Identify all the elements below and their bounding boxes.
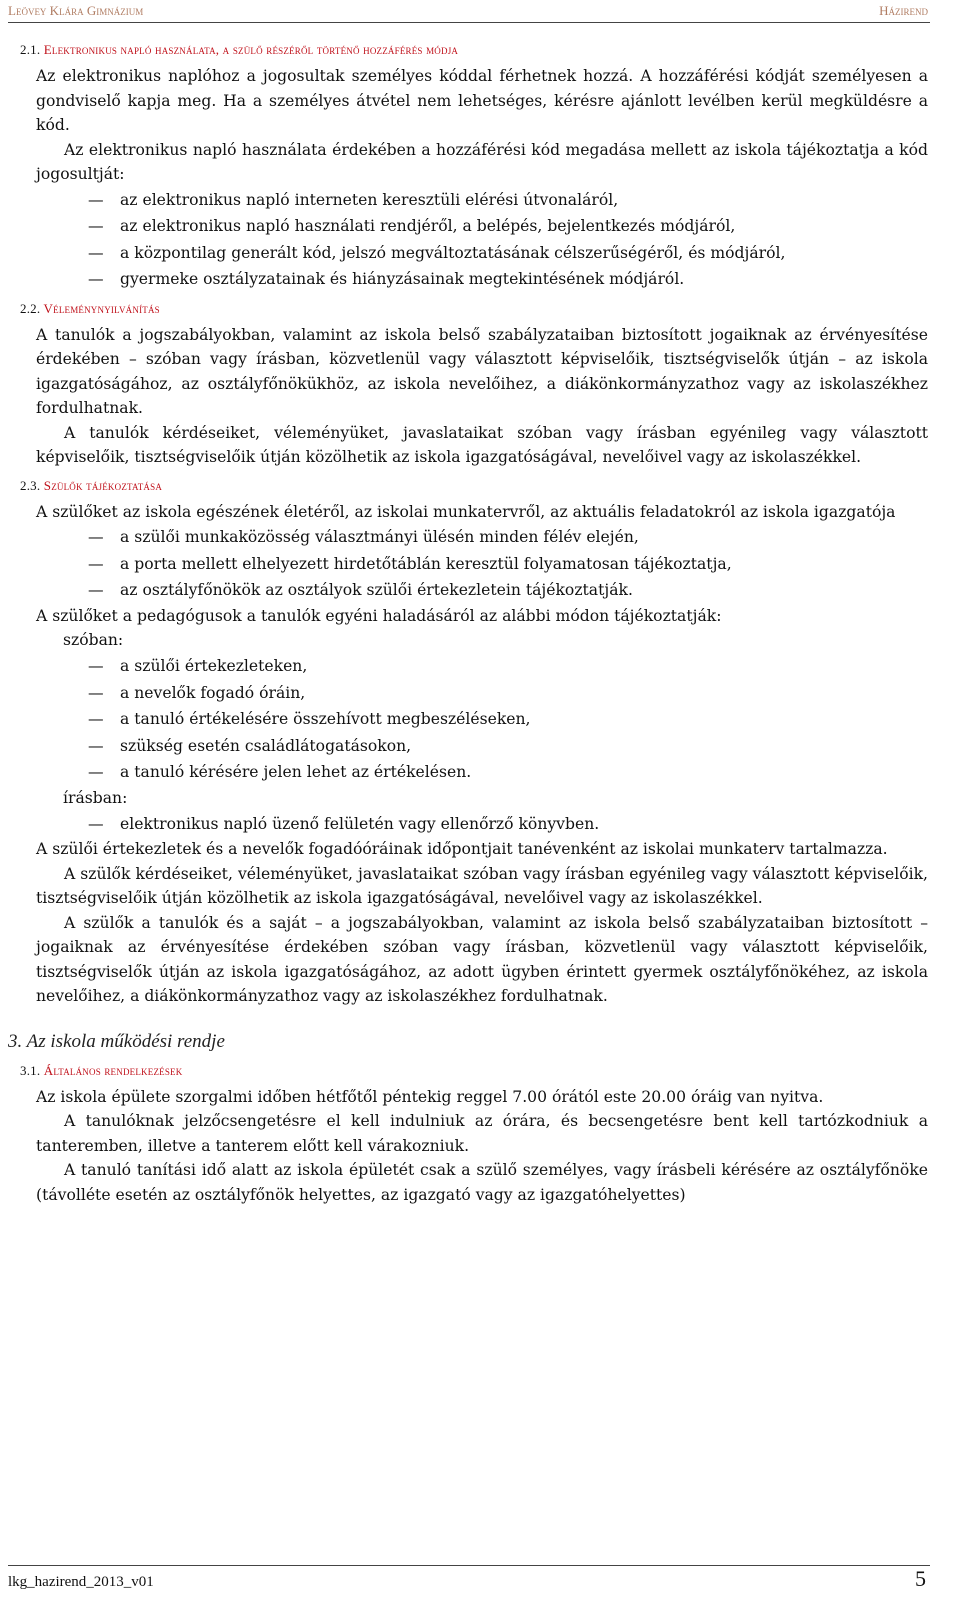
section-title: Elektronikus napló használata, a szülő részéről történő hozzáférés módja — [43, 42, 459, 57]
section-number: 2.3. — [20, 477, 41, 493]
paragraph: Az elektronikus napló használata érdekében a hozzáférési kód megadása mellett az iskola tájékoztatja a kód jogosultját: — [36, 140, 928, 183]
list-item: — szükség esetén családlátogatásokon, — [36, 733, 928, 760]
list-item: — a központilag generált kód, jelszó megváltoztatásának célszerűségéről, és módjáról, — [36, 240, 928, 267]
list-item: — a szülői munkaközösség választmányi ülésén minden félév elején, — [36, 524, 928, 551]
footer-file-id: lkg_hazirend_2013_v01 — [8, 1574, 154, 1590]
paragraph: A szülők a tanulók és a saját – a jogszabályokban, valamint az iskola belső szabályzataiban biztosított – jogaiknak az érvényesítése érdekében szóban vagy írásban, közvetlenül vagy választott képviselőik, tisztségviselők útján az iskola igazgatóságához, az adott ügyben érintett gyermek osztályfőnökéhez, az iskola nevelőihez, a diákönkormányzathoz vagy az iskolaszékhez fordulhatnak. — [36, 913, 928, 1005]
paragraph: A szülői értekezletek és a nevelők fogadóóráinak időpontjait tanévenként az iskolai munkaterv tartalmazza. — [36, 840, 888, 858]
section-heading-2-1 — [20, 42, 928, 58]
page-content — [8, 34, 928, 1207]
list-item: — a tanuló értékelésére összehívott megbeszéléseken, — [36, 706, 928, 733]
list-item: — az elektronikus napló interneten keresztüli elérési útvonaláról, — [36, 187, 928, 214]
section-heading-2-3 — [20, 478, 928, 494]
section-number: 2.1. — [20, 42, 41, 57]
section-title: Általános rendelkezések — [43, 1062, 183, 1078]
paragraph: A tanuló tanítási idő alatt az iskola épületét csak a szülő személyes, vagy írásbeli kérésére az osztályfőnöke (távolléte esetén az osztályfőnök helyettes, az igazgató vagy az igazgatóhelyettes) — [36, 1161, 928, 1204]
list-item: — gyermeke osztályzatainak és hiányzásainak megtekintésének módjáról. — [36, 266, 928, 293]
paragraph: Az iskola épülete szorgalmi időben hétfőtől péntekig reggel 7.00 órától este 20.00 óráig van nyitva. — [36, 1087, 824, 1106]
paragraph: A tanulók a jogszabályokban, valamint az iskola belső szabályzataiban biztosított jogaiknak az érvényesítése érdekében – szóban vagy írásban, közvetlenül vagy választott képviselőik, tisztségviselők útján – az iskola igazgatóságához, az osztályfőnökükhöz, az iskola nevelőihez, a diákönkormányzathoz vagy az iskolaszékhez fordulhatnak. — [36, 325, 928, 417]
header-rule — [8, 22, 930, 23]
page-number: 5 — [915, 1566, 926, 1591]
paragraph: A szülők kérdéseiket, véleményüket, javaslataikat szóban vagy írásban egyénileg vagy választott képviselőik, tisztségviselőik útján közölhetik az iskola igazgatóságával, nevelőivel vagy az iskolaszékkel. — [36, 864, 928, 907]
list-item: — a nevelők fogadó óráin, — [36, 680, 928, 707]
section-title: Szülők tájékoztatása — [43, 477, 163, 493]
section-heading-2-2 — [20, 301, 928, 317]
section-heading-3-1 — [20, 1063, 928, 1079]
list-item: — a porta mellett elhelyezett hirdetőtáblán keresztül folyamatosan tájékoztatja, — [36, 551, 928, 578]
paragraph: A szülőket az iskola egészének életéről, az iskolai munkatervről, az aktuális feladatokról az iskola igazgatója — [36, 502, 896, 521]
paragraph: A tanulók kérdéseiket, véleményüket, javaslataikat szóban vagy írásban egyénileg vagy választott képviselőik, tisztségviselőik útján közölhetik az iskola igazgatóságával, nevelőivel vagy az iskolaszékkel. — [36, 423, 928, 466]
list-item: — az elektronikus napló használati rendjéről, a belépés, bejelentkezés módjáról, — [36, 213, 928, 240]
section-title: Véleménynyilvánítás — [43, 300, 160, 316]
paragraph: Az elektronikus naplóhoz a jogosultak személyes kóddal férhetnek hozzá. A hozzáférési kódját személyesen a gondviselő kapja meg. Ha a személyes átvétel nem lehetséges, kérésre ajánlott levélben kerül megküldésre a kód. — [36, 67, 928, 134]
list-item: — a szülői értekezleteken, — [36, 653, 928, 680]
list-item: — elektronikus napló üzenő felületén vagy ellenőrző könyvben. — [36, 811, 928, 838]
sublist-label: szóban: — [63, 631, 124, 649]
list-item: — a tanuló kérésére jelen lehet az értékelésen. — [36, 759, 928, 786]
section-number: 2.2. — [20, 300, 41, 316]
section-number: 3.1. — [20, 1062, 41, 1078]
header-doc-title: Házirend — [879, 3, 928, 18]
paragraph: A szülőket a pedagógusok a tanulók egyéni haladásáról az alábbi módon tájékoztatják: — [36, 606, 722, 625]
sublist-label: írásban: — [63, 788, 128, 807]
footer-rule — [8, 1565, 930, 1566]
paragraph: A tanulóknak jelzőcsengetésre el kell indulniuk az órára, és becsengetésre bent kell tartózkodniuk a tanteremben, illetve a tanterem előtt kell várakozniuk. — [36, 1112, 928, 1155]
header-school-name: Leövey Klára Gimnázium — [8, 3, 144, 18]
chapter-heading-3: 3. Az iskola működési rendje — [8, 1030, 225, 1052]
list-item: — az osztályfőnökök az osztályok szülői értekezletein tájékoztatják. — [36, 577, 928, 604]
